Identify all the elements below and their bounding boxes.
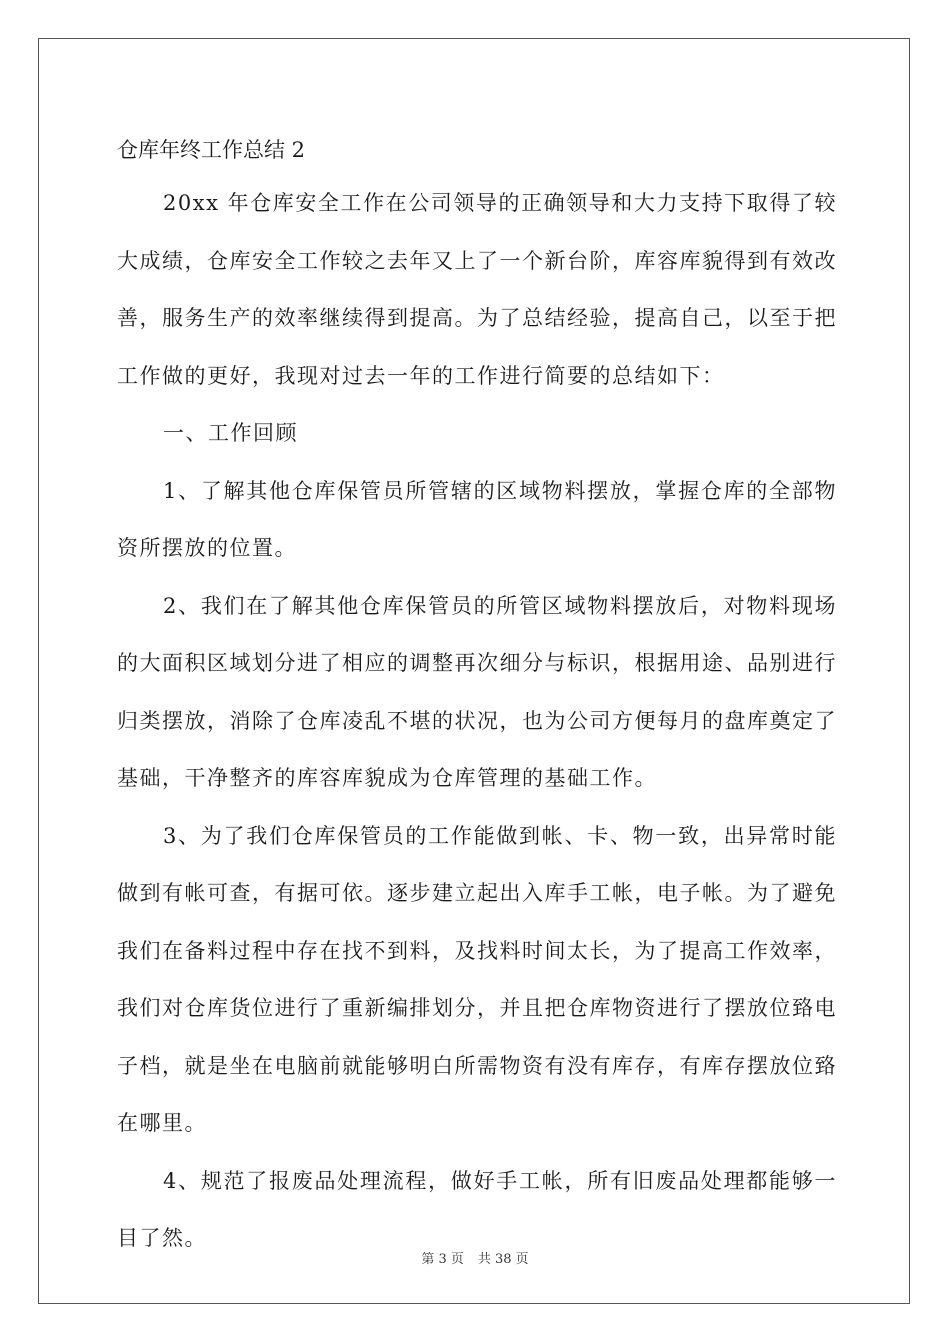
- paragraph-item-2: 2、我们在了解其他仓库保管员的所管区域物料摆放后，对物料现场的大面积区域划分进了相应的调整再次细分与标识，根据用途、品别进行归类摆放，消除了仓库凌乱不堪的状况，也为公司方便每月的盘库奠定了基础，干净整齐的库容库貌成为仓库管理的基础工作。: [117, 593, 837, 790]
- paragraph-intro: 20xx 年仓库安全工作在公司领导的正确领导和大力支持下取得了较大成绩，仓库安全工作较之去年又上了一个新台阶，库容库貌得到有效改善，服务生产的效率继续得到提高。为了总结经验，提高自己，以至于把工作做的更好，我现对过去一年的工作进行简要的总结如下：: [117, 191, 837, 388]
- page-total: 共 38 页: [477, 1252, 529, 1267]
- document-body: [117, 125, 837, 1268]
- document-title: 仓库年终工作总结 2: [117, 138, 306, 162]
- paragraph-item-1: 1、了解其他仓库保管员所管辖的区域物料摆放，掌握仓库的全部物资所摆放的位置。: [117, 478, 837, 560]
- section-heading-review: 一、工作回顾: [163, 421, 298, 445]
- page-footer: [0, 1248, 950, 1267]
- page-number: 第 3 页: [421, 1252, 464, 1267]
- paragraph-item-4: 4、规范了报废品处理流程，做好手工帐，所有旧废品处理都能够一目了然。: [117, 1168, 837, 1250]
- paragraph-item-3: 3、为了我们仓库保管员的工作能做到帐、卡、物一致，出异常时能做到有帐可查，有据可依。逐步建立起出入库手工帐，电子帐。为了避免我们在备料过程中存在找不到料，及找料时间太长，为了提高工作效率，我们对仓库货位进行了重新编排划分，并且把仓库物资进行了摆放位臵电子档，就是坐在电脑前就能够明白所需物资有没有库存，有库存摆放位臵在哪里。: [117, 823, 837, 1135]
